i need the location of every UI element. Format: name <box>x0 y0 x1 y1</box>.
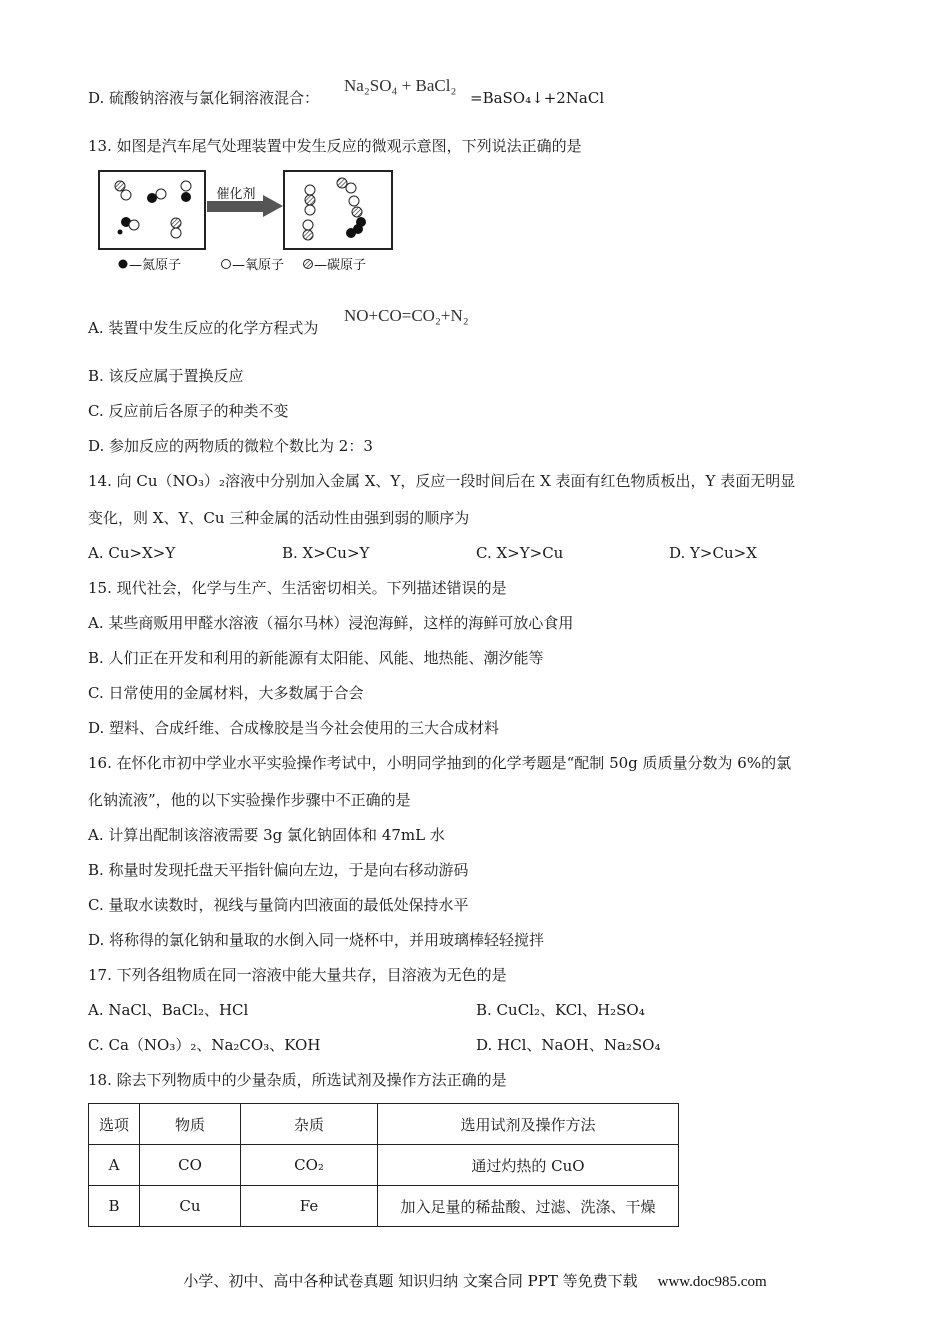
legend-n: —氮原子 <box>129 258 182 273</box>
q17-option-c: C. Ca（NO₃）₂、Na₂CO₃、KOH <box>88 1036 321 1054</box>
q15-option-c: C. 日常使用的金属材料，大多数属于合会 <box>88 684 364 702</box>
header-impurity: 杂质 <box>241 1104 378 1145</box>
q16-stem-line1: 16. 在怀化市初中学业水平实验操作考试中，小明同学抽到的化学考题是“配制 50g 质质量分数为 6%的氯 <box>88 754 792 772</box>
arrow-body <box>207 201 263 212</box>
q13-option-c: C. 反应前后各原子的种类不变 <box>88 402 289 420</box>
q14-stem-line1: 14. 向 Cu（NO₃）₂溶液中分别加入金属 X、Y，反应一段时间后在 X 表面有红色物质板出，Y 表面无明显 <box>88 472 796 490</box>
legend-o: —氧原子 <box>232 258 285 273</box>
q12-option-d-text: D. 硫酸钠溶液与氯化铜溶液混合： <box>88 89 320 107</box>
q13-option-b: B. 该反应属于置换反应 <box>88 367 244 385</box>
header-substance: 物质 <box>140 1104 241 1145</box>
q15-option-b: B. 人们正在开发和利用的新能源有太阳能、风能、地热能、潮汐能等 <box>88 649 544 667</box>
legend <box>119 257 367 273</box>
q18-options-table <box>88 1103 679 1227</box>
q17-option-a: A. NaCl、BaCl₂、HCl <box>88 1001 249 1019</box>
page-footer <box>0 1270 950 1291</box>
row-a-option: A <box>89 1145 140 1186</box>
row-a-substance: CO <box>140 1145 241 1186</box>
q15-option-a: A. 某些商贩用甲醛水溶液（福尔马林）浸泡海鲜，这样的海鲜可放心食用 <box>88 614 574 632</box>
q16-option-a: A. 计算出配制该溶液需要 3g 氯化钠固体和 47mL 水 <box>88 826 445 844</box>
row-a-method: 通过灼热的 CuO <box>378 1145 679 1186</box>
row-b-method: 加入足量的稀盐酸、过滤、洗涤、干燥 <box>378 1186 679 1227</box>
row-b-impurity: Fe <box>241 1186 378 1227</box>
q14-option-c: C. X>Y>Cu <box>476 544 564 562</box>
q14-option-a: A. Cu>X>Y <box>88 544 176 562</box>
footer-url[interactable]: www.doc985.com <box>657 1274 767 1290</box>
q15-option-d: D. 塑料、合成纤维、合成橡胶是当今社会使用的三大合成材料 <box>88 719 500 737</box>
row-a-impurity: CO₂ <box>241 1145 378 1186</box>
q18-stem: 18. 除去下列物质中的少量杂质，所选试剂及操作方法正确的是 <box>88 1071 507 1089</box>
arrow-head <box>263 195 283 217</box>
table-row <box>89 1145 679 1186</box>
q16-option-d: D. 将称得的氯化钠和量取的水倒入同一烧杯中，并用玻璃棒轻轻搅拌 <box>88 931 545 949</box>
table-row <box>89 1186 679 1227</box>
reaction-micro-diagram <box>96 168 396 276</box>
q12-option-d-formula-left: Na₂SO₄ + BaCl₂ <box>344 76 457 95</box>
catalyst-label: 催化剂 <box>216 187 256 202</box>
q14-option-d: D. Y>Cu>X <box>669 544 757 562</box>
q17-option-b: B. CuCl₂、KCl、H₂SO₄ <box>476 1001 645 1019</box>
footer-text: 小学、初中、高中各种试卷真题 知识归纳 文案合同 PPT 等免费下载 <box>183 1272 638 1290</box>
q14-option-b: B. X>Cu>Y <box>282 544 370 562</box>
q12-option-d <box>88 88 319 108</box>
header-method: 选用试剂及操作方法 <box>378 1104 679 1145</box>
q16-option-c: C. 量取水读数时，视线与量筒内凹液面的最低处保持水平 <box>88 896 469 914</box>
q13-option-a: A. 装置中发生反应的化学方程式为 <box>88 319 319 337</box>
header-option: 选项 <box>89 1104 140 1145</box>
q12-option-d-formula-right: =BaSO₄↓+2NaCl <box>470 89 605 107</box>
q13-option-d: D. 参加反应的两物质的微粒个数比为 2：3 <box>88 437 373 455</box>
legend-c-mark <box>304 260 313 269</box>
q15-stem: 15. 现代社会，化学与生产、生活密切相关。下列描述错误的是 <box>88 579 507 597</box>
q17-option-d: D. HCl、NaOH、Na₂SO₄ <box>476 1036 661 1054</box>
legend-c: —碳原子 <box>314 258 367 273</box>
legend-o-mark <box>222 260 231 269</box>
q13-option-a-formula: NO+CO=CO₂+N₂ <box>344 306 469 325</box>
q14-stem-line2: 变化，则 X、Y、Cu 三种金属的活动性由强到弱的顺序为 <box>88 509 470 527</box>
q16-stem-line2: 化钠流液”，他的以下实验操作步骤中不正确的是 <box>88 791 411 809</box>
row-b-substance: Cu <box>140 1186 241 1227</box>
q17-stem: 17. 下列各组物质在同一溶液中能大量共存，目溶液为无色的是 <box>88 966 507 984</box>
legend-n-mark <box>119 260 128 269</box>
q16-option-b: B. 称量时发现托盘天平指针偏向左边，于是向右移动游码 <box>88 861 469 879</box>
table-header-row <box>89 1104 679 1145</box>
q13-stem: 13. 如图是汽车尾气处理装置中发生反应的微观示意图，下列说法正确的是 <box>88 137 582 155</box>
row-b-option: B <box>89 1186 140 1227</box>
